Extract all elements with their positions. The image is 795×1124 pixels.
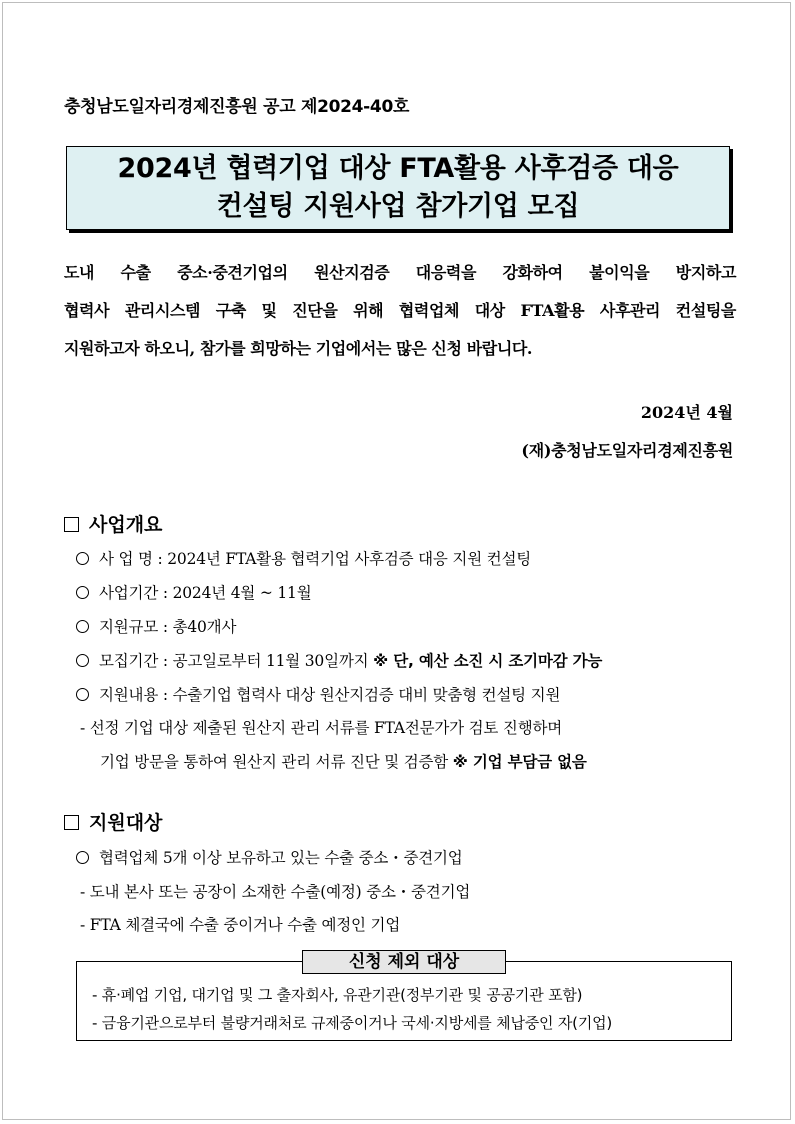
overview-item-period: 사업기간 : 2024년 4월 ~ 11월	[76, 581, 312, 603]
target-main-text: 협력업체 5개 이상 보유하고 있는 수출 중소・중견기업	[99, 849, 463, 867]
circle-bullet-icon	[76, 620, 89, 633]
square-bullet-icon	[64, 517, 79, 532]
overview-label: 모집기간	[99, 652, 159, 670]
exclusion-item-1: - 휴·폐업 기업, 대기업 및 그 출자회사, 유관기관(정부기관 및 공공기관 포함)	[92, 986, 583, 1004]
overview-label: 지원규모	[99, 618, 159, 636]
exclusion-item-2: - 금융기관으로부터 불량거래처로 규제중이거나 국세·지방세를 체납중인 자(기업)	[92, 1014, 613, 1032]
circle-bullet-icon	[76, 654, 89, 667]
intro-paragraph	[64, 254, 736, 368]
overview-label: 사 업 명	[99, 550, 153, 568]
overview-detail-line-2	[100, 750, 587, 772]
section-target-title: 지원대상	[89, 812, 163, 834]
intro-line-1: 도내 수출 중소·중견기업의 원산지검증 대응력을 강화하여 불이익을 방지하고	[64, 263, 736, 282]
overview-detail-line-1: - 선정 기업 대상 제출된 원산지 관리 서류를 FTA전문가가 검토 진행하며	[80, 719, 563, 737]
circle-bullet-icon	[76, 586, 89, 599]
target-main	[76, 846, 463, 868]
notice-date: 2024년 4월	[640, 403, 733, 422]
target-sub-2: - FTA 체결국에 수출 중이거나 수출 예정인 기업	[80, 916, 401, 934]
overview-detail-text: 기업 방문을 통하여 원산지 관리 서류 진단 및 검증함	[100, 753, 449, 771]
overview-detail-note: ※ 기업 부담금 없음	[452, 753, 587, 771]
overview-label: 사업기간	[99, 584, 159, 602]
overview-value: 2024년 4월 ~ 11월	[172, 584, 312, 602]
overview-item-content: 지원내용 : 수출기업 협력사 대상 원산지검증 대비 맞춤형 컨설팅 지원	[76, 683, 560, 705]
intro-line-2: 협력사 관리시스템 구축 및 진단을 위해 협력업체 대상 FTA활용 사후관리 컨설팅을	[64, 301, 736, 320]
target-sub-1: - 도내 본사 또는 공장이 소재한 수출(예정) 중소・중견기업	[80, 883, 471, 901]
section-overview-title: 사업개요	[89, 514, 163, 536]
overview-item-name: 사 업 명 : 2024년 FTA활용 협력기업 사후검증 대응 지원 컨설팅	[76, 547, 531, 569]
intro-line-3: 지원하고자 하오니, 참가를 희망하는 기업에서는 많은 신청 바랍니다.	[64, 339, 533, 358]
circle-bullet-icon	[76, 552, 89, 565]
circle-bullet-icon	[76, 688, 89, 701]
overview-value: 총40개사	[172, 618, 237, 636]
circle-bullet-icon	[76, 851, 89, 864]
notice-number: 충청남도일자리경제진흥원 공고 제2024-40호	[64, 97, 410, 117]
overview-item-recruit: 모집기간 : 공고일로부터 11월 30일까지 ※ 단, 예산 소진 시 조기마감 가능	[76, 649, 602, 671]
title-line-2: 컨설팅 지원사업 참가기업 모집	[216, 191, 580, 222]
title-line-1: 2024년 협력기업 대상 FTA활용 사후검증 대응	[117, 153, 679, 184]
section-overview-heading	[64, 510, 162, 537]
overview-item-scale: 지원규모 : 총40개사	[76, 615, 236, 637]
overview-label: 지원내용	[99, 686, 159, 704]
section-target-heading	[64, 808, 162, 835]
exclusion-label: 신청 제외 대상	[302, 950, 506, 974]
organization-name: (재)충청남도일자리경제진흥원	[521, 441, 733, 460]
overview-value: 공고일로부터 11월 30일까지	[172, 652, 369, 670]
title-box	[66, 146, 730, 230]
overview-value: 2024년 FTA활용 협력기업 사후검증 대응 지원 컨설팅	[167, 550, 532, 568]
overview-value: 수출기업 협력사 대상 원산지검증 대비 맞춤형 컨설팅 지원	[172, 686, 561, 704]
overview-note: ※ 단, 예산 소진 시 조기마감 가능	[373, 652, 603, 670]
square-bullet-icon	[64, 815, 79, 830]
